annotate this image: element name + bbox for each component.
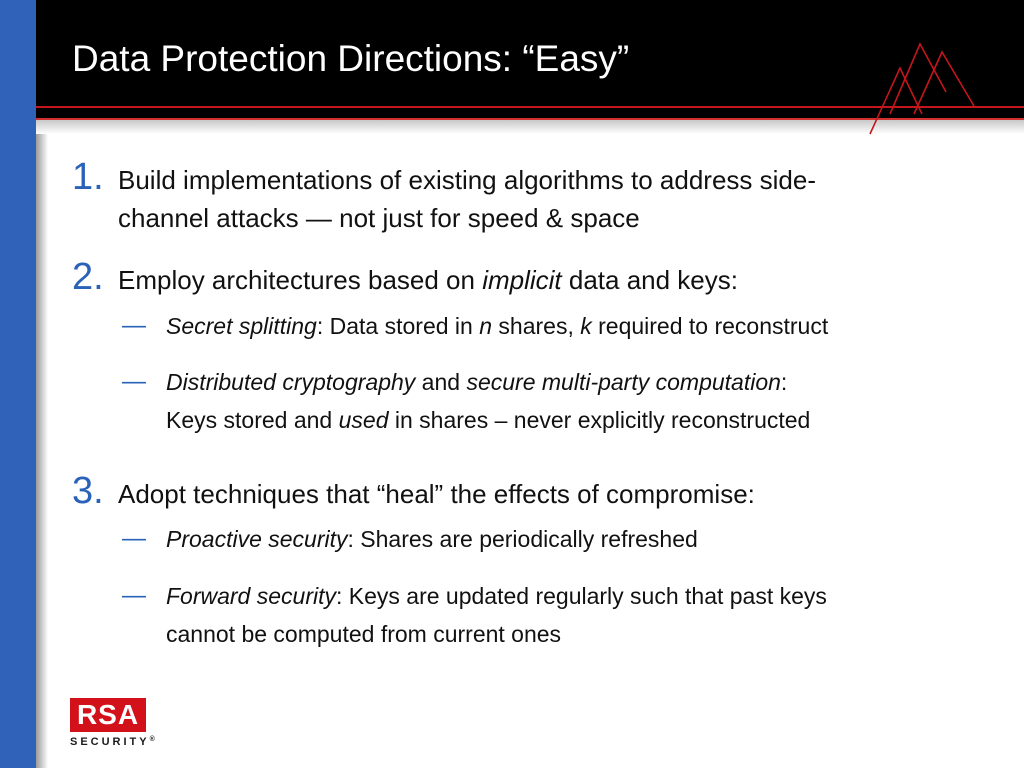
item-2-sub-2-line-2 [166,407,810,434]
item-2-text-a: Employ architectures based on [118,265,483,295]
item-2-sub-2-b: and [415,369,467,395]
rsa-logo-registered-mark: ® [149,736,155,743]
item-2-sub-2-dash: — [122,368,146,395]
item-2-sub-2-f: used [338,407,389,433]
item-2-text [118,265,738,296]
item-3-sub-1-dash: — [122,525,146,552]
item-1-number: 1. [72,156,104,198]
item-3-sub-2-b: : Keys are updated regularly such that past keys [335,583,827,609]
item-2-sub-1-e: k [580,313,592,339]
item-2-sub-1-a: Secret splitting [166,313,317,339]
slide-title: Data Protection Directions: “Easy” [72,38,630,79]
item-2-sub-1-c: n [479,313,493,339]
rsa-security-logo [70,698,155,752]
rsa-logo-sub: SECURITY [70,736,150,748]
rsa-logo-box [70,698,146,732]
item-3-text: Adopt techniques that “heal” the effects of compromise: [118,479,755,509]
item-2-text-b: implicit [482,265,562,295]
item-2-sub-2-g: in shares – never explicitly reconstructed [388,407,811,433]
item-3-sub-2-dash: — [122,582,146,609]
item-1-line-2: channel attacks — not just for speed & space [118,203,640,233]
item-3-sub-1-text [166,526,698,553]
item-3-sub-2-line-1 [166,583,827,610]
item-2-sub-1-dash: — [122,312,146,339]
item-2-sub-1-f: required to reconstruct [591,313,829,339]
item-2-sub-1-d: shares, [492,313,581,339]
rsa-logo-text: RSA [76,699,140,730]
item-3-sub-1-b: : Shares are periodically refreshed [347,526,698,552]
rsa-logo-subtext [70,736,155,748]
item-3-number: 3. [72,470,104,512]
item-1-line-1: Build implementations of existing algorithms to address side- [118,165,817,195]
item-3-sub-2-a: Forward security [166,583,336,609]
item-2-sub-2-c: secure multi-party computation [466,369,781,395]
item-2-sub-2-a: Distributed cryptography [166,369,416,395]
item-2-sub-2-e: Keys stored and [166,407,339,433]
item-3-sub-1-a: Proactive security [166,526,348,552]
item-3-sub-2-line-2: cannot be computed from current ones [166,621,562,647]
item-2-sub-1-text [166,313,828,340]
item-2-number: 2. [72,256,104,298]
item-2-text-c: data and keys: [561,265,738,295]
item-2-sub-2-d: : [780,369,788,395]
item-2-sub-1-b: : Data stored in [316,313,480,339]
item-2-sub-2-line-1 [166,369,787,396]
